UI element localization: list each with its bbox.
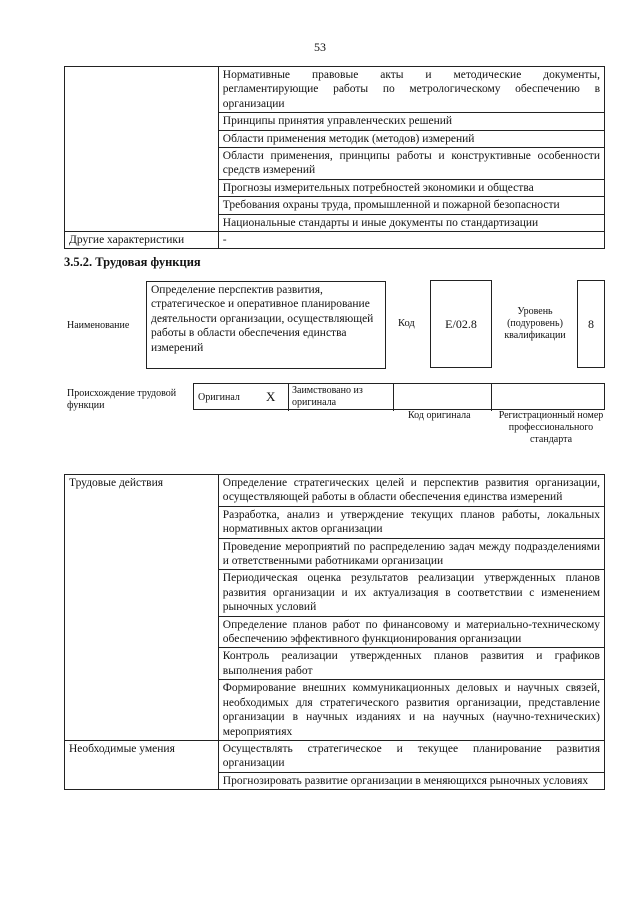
table-cell: Периодическая оценка результатов реализации утвержденных планов развития организации и их актуализация в соответствии с изменением рыночных условий [218, 570, 604, 616]
function-code-box: E/02.8 [430, 280, 492, 368]
table-cell: Принципы принятия управленческих решений [218, 113, 604, 130]
table-row [65, 740, 605, 772]
level-box: 8 [577, 280, 605, 368]
skills-label: Необходимые умения [65, 740, 219, 789]
table-row [65, 475, 605, 507]
origin-row [193, 383, 605, 410]
table-cell: Контроль реализации утвержденных планов развития и графиков выполнения работ [218, 648, 604, 680]
name-label: Наименование [67, 320, 130, 331]
knowledge-table [64, 66, 605, 249]
origin-label: Происхождение трудовой функции [67, 388, 177, 411]
table-label-cell [65, 67, 219, 232]
table-cell: Области применения, принципы работы и конструктивные особенности средств измерений [218, 148, 604, 180]
table-cell: Нормативные правовые акты и методические документы, регламентирующие работы по метрологическому обеспечению в организации [218, 67, 604, 113]
table-cell: Проведение мероприятий по распределению задач между подразделениями и ответственными работниками организации [218, 538, 604, 570]
table-cell: Прогнозы измерительных потребностей экономики и общества [218, 179, 604, 196]
original-cell [194, 384, 288, 411]
actions-label: Трудовые действия [65, 475, 219, 741]
table-cell: Определение стратегических целей и перспектив развития организации, осуществляющей работы в области обеспечения единства измерений [218, 475, 604, 507]
other-characteristics-label: Другие характеристики [65, 232, 219, 249]
page-number: 53 [314, 40, 326, 54]
reg-number-cell [492, 384, 604, 411]
original-label: Оригинал [198, 392, 240, 403]
table-cell: Разработка, анализ и утверждение текущих планов работы, локальных нормативных актов организации [218, 506, 604, 538]
table-cell: Формирование внешних коммуникационных деловых и научных связей, необходимых для стратегического развития организации, представление организации в научных изданиях и на научных (научно-технических) мероприятиях [218, 680, 604, 741]
borrowed-cell [288, 384, 394, 411]
table-cell: Определение планов работ по финансовому и материально-техническому обеспечению эффективного функционирования организации [218, 616, 604, 648]
work-actions-table [64, 474, 605, 790]
table-row [65, 67, 605, 113]
table-row [65, 232, 605, 249]
borrowed-label: Заимствовано из оригинала [292, 385, 363, 408]
table-cell: Национальные стандарты и иные документы по стандартизации [218, 214, 604, 231]
code-original-label: Код оригинала [408, 410, 471, 421]
code-label: Код [398, 318, 415, 329]
level-label: Уровень (подуровень) квалификации [504, 306, 566, 341]
code-original-cell [394, 384, 492, 411]
table-cell: Области применения методик (методов) измерений [218, 130, 604, 147]
table-cell: Осуществлять стратегическое и текущее планирование развития организации [218, 740, 604, 772]
table-cell: Требования охраны труда, промышленной и пожарной безопасности [218, 197, 604, 214]
function-name-box: Определение перспектив развития, стратегическое и оперативное планирование деятельности организации, осуществляющей работы в области обеспечения единства измерений [146, 281, 386, 369]
section-heading: 3.5.2. Трудовая функция [64, 255, 201, 269]
original-mark: X [266, 389, 276, 404]
table-cell: Прогнозировать развитие организации в меняющихся рыночных условиях [218, 772, 604, 789]
reg-number-label: Регистрационный номер профессионального стандарта [498, 410, 604, 445]
other-characteristics-value: - [218, 232, 604, 249]
